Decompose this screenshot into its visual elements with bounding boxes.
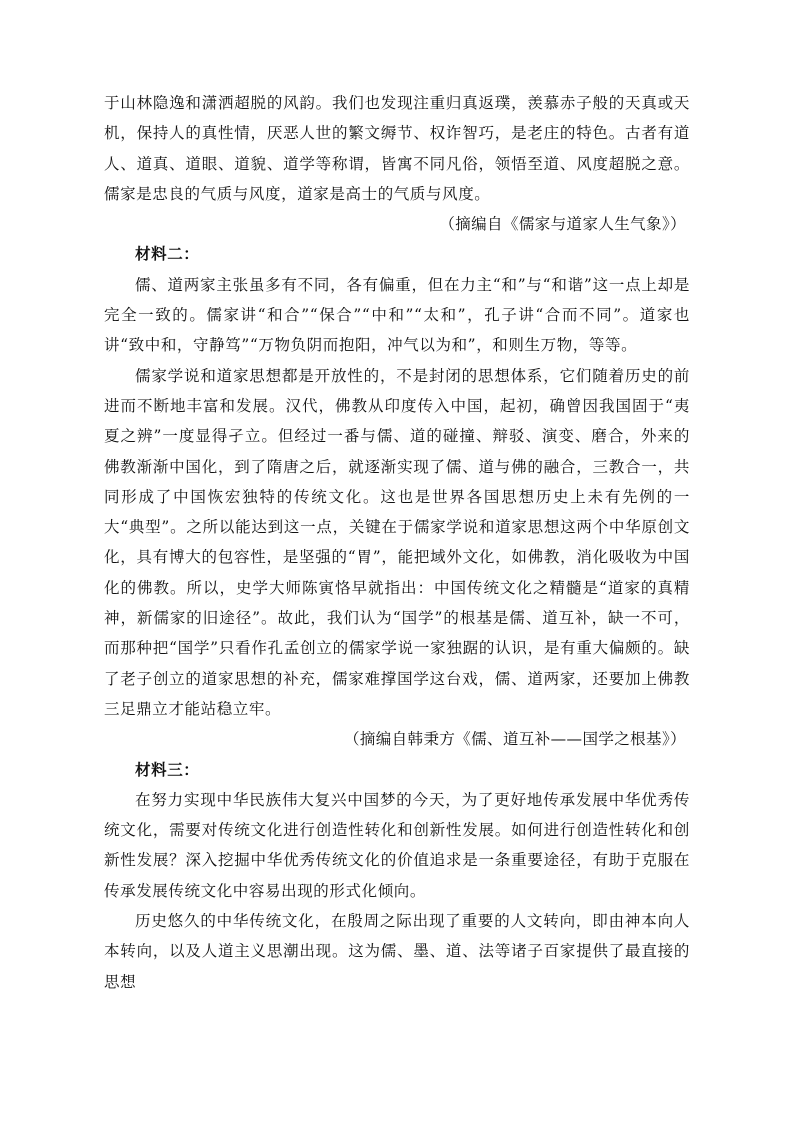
material-two-paragraph-1: 儒、道两家主张虽多有不同，各有偏重，但在力主“和”与“和谐”这一点上却是完全一致的。儒家讲“和合”“保合”“中和”“太和”，孔子讲“合而不同”。道家也讲“致中和，守静笃”“万物负阴而抱阳，冲气以为和”，和则生万物，等等。	[104, 275, 690, 355]
material-three-paragraph-2: 历史悠久的中华传统文化，在殷周之际出现了重要的人文转向，即由神本向人本转向，以及人道主义思潮出现。这为儒、墨、道、法等诸子百家提供了最直接的思想	[104, 912, 690, 991]
source-citation-2: （摘编自韩秉方《儒、道互补——国学之根基》）	[343, 730, 686, 749]
material-two-label: 材料二：	[135, 244, 200, 264]
paragraph-intro: 于山林隐逸和潇洒超脱的风韵。我们也发现注重归真返璞，羡慕赤子般的天真或天机，保持人的真性情，厌恶人世的繁文缛节、权诈智巧，是老庄的特色。古者有道人、道真、道眼、道貌、道学等称谓，皆寓不同凡俗，领悟至道、风度超脱之意。儒家是忠良的气质与风度，道家是高士的气质与风度。	[104, 94, 690, 203]
material-three-paragraph-1: 在努力实现中华民族伟大复兴中国梦的今天，为了更好地传承发展中华优秀传统文化，需要对传统文化进行创造性转化和创新性发展。如何进行创造性转化和创新性发展？深入挖掘中华优秀传统文化的价值追求是一条重要途径，有助于克服在传承发展传统文化中容易出现的形式化倾向。	[104, 790, 690, 900]
material-three-label: 材料三：	[135, 759, 200, 779]
material-two-paragraph-2: 儒家学说和道家思想都是开放性的，不是封闭的思想体系，它们随着历史的前进而不断地丰富和发展。汉代，佛教从印度传入中国，起初，确曾因我国固于“夷夏之辨”一度显得孑立。但经过一番与儒、道的碰撞、辩驳、演变、磨合，外来的佛教渐渐中国化，到了隋唐之后，就逐渐实现了儒、道与佛的融合，三教合一，共同形成了中国恢宏独特的传统文化。这也是世界各国思想历史上未有先例的一大“典型”。之所以能达到这一点，关键在于儒家学说和道家思想这两个中华原创文化，具有博大的包容性，是坚强的“胃”，能把域外文化，如佛教，消化吸收为中国化的佛教。所以，史学大师陈寅恪早就指出：中国传统文化之精髓是“道家的真精神，新儒家的旧途径”。故此，我们认为“国学”的根基是儒、道互补，缺一不可，而那种把“国学”只看作孔孟创立的儒家学说一家独踞的认识，是有重大偏颇的。缺了老子创立的道家思想的补充，儒家难撑国学这台戏，儒、道两家，还要加上佛教三足鼎立才能站稳立牢。	[104, 366, 690, 718]
source-citation-1: （摘编自《儒家与道家人生气象》）	[439, 215, 686, 234]
